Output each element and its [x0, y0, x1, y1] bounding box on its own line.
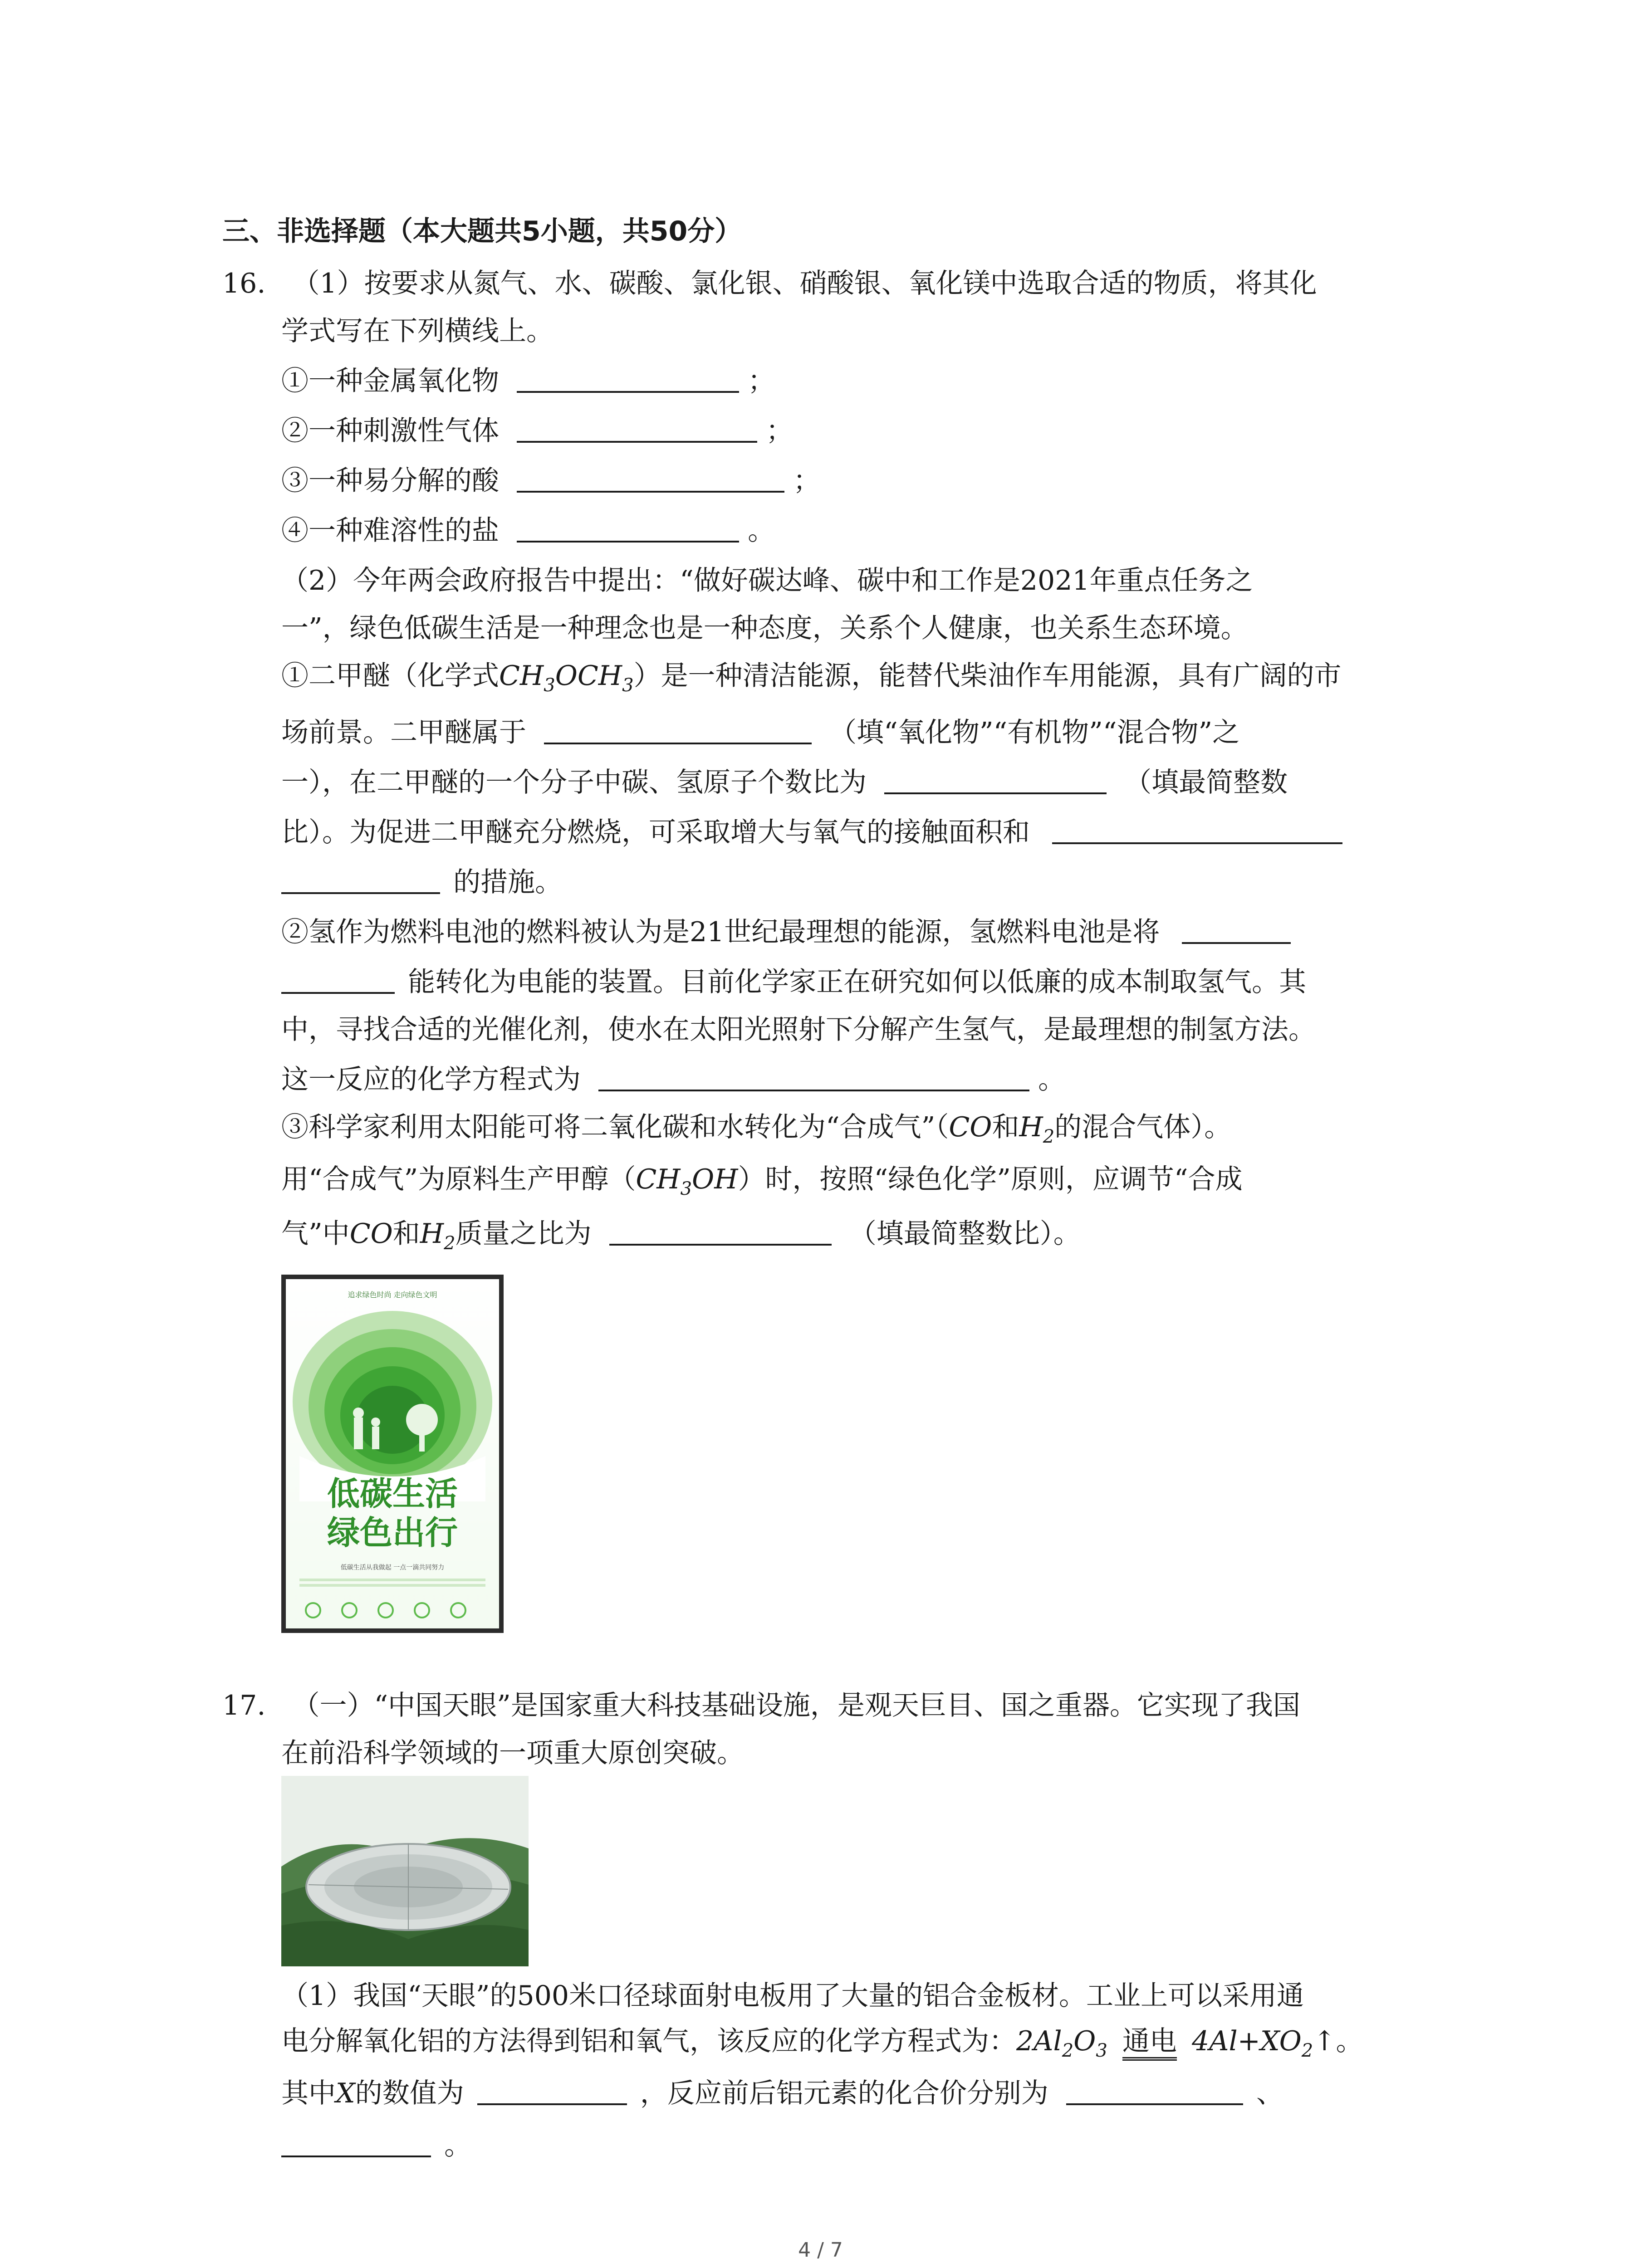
answer-blank[interactable] — [281, 2128, 431, 2157]
telescope-dish-illustration — [281, 1776, 529, 1966]
q17-p1-line-3: 其中X的数值为 ，反应前后铝元素的化合价分别为 、 — [281, 2075, 1283, 2112]
q16-number: 16. — [222, 268, 266, 299]
q16-s2-line-3: 中，寻找合适的光催化剂，使水在太阳光照射下分解产生氢气，是最理想的制氢方法。 — [281, 1014, 1316, 1046]
q16-s2-line-2: 能转化为电能的装置。目前化学家正在研究如何以低廉的成本制取氢气。其 — [281, 964, 1306, 1000]
q16-s3-line-1: ③科学家利用太阳能可将二氧化碳和水转化为“合成气”（CO和$H_2$的混合气体）。 — [281, 1111, 1232, 1147]
answer-blank[interactable] — [884, 765, 1107, 794]
equation-left: $2Al_2O_3$ — [1016, 2025, 1107, 2061]
q17-line-1: 17. （一）“中国天眼”是国家重大科技基础设施，是观天巨目、国之重器。它实现了我国 — [222, 1690, 1300, 1721]
answer-blank[interactable] — [281, 965, 395, 994]
q16-p2-line-1: （2）今年两会政府报告中提出：“做好碳达峰、碳中和工作是2021年重点任务之 — [281, 565, 1253, 596]
fast-telescope-photo — [281, 1776, 529, 1966]
poster-footer-icons — [286, 1592, 499, 1628]
q16-p2-line-2: 一”，绿色低碳生活是一种理念也是一种态度，关系个人健康，也关系生态环境。 — [281, 612, 1248, 644]
answer-blank[interactable] — [609, 1217, 832, 1246]
q17-p1-line-4: 。 — [281, 2127, 471, 2164]
answer-blank[interactable] — [517, 414, 757, 443]
green-paper-cut-illustration — [286, 1306, 499, 1501]
q17-p1-line-1: （1）我国“天眼”的500米口径球面射电板用了大量的铝合金板材。工业上可以采用通 — [281, 1980, 1304, 2012]
answer-blank[interactable] — [1066, 2076, 1243, 2105]
q16-s3-line-3: 气”中CO和$H_2$质量之比为 （填最简整数比）。 — [281, 1216, 1081, 1252]
q16-s1-line-4: 比）。为促进二甲醚充分燃烧，可采取增大与氧气的接触面积和 — [281, 814, 1342, 850]
formula: $CH_3OCH_3$ — [499, 660, 634, 696]
q16-s1-line-5: 的措施。 — [281, 864, 562, 900]
equation-right: $4Al+XO_2$ — [1191, 2025, 1313, 2061]
q17-line-2: 在前沿科学领域的一项重大原创突破。 — [281, 1737, 744, 1769]
answer-blank[interactable] — [517, 513, 739, 543]
q17-number: 17. — [222, 1690, 266, 1721]
q16-line-1 — [222, 265, 1317, 302]
reaction-condition: 通电 — [1122, 2025, 1177, 2061]
q16-line-2: 学式写在下列横线上。 — [281, 315, 554, 347]
low-carbon-poster-image: 追求绿色时尚 走向绿色文明 低碳生活 绿色出行 低碳生活从我做起 一点一滴共同努力 — [281, 1275, 504, 1633]
q16-s2-line-4: 这一反应的化学方程式为 。 — [281, 1061, 1065, 1098]
answer-blank[interactable] — [544, 715, 812, 744]
q16-s1-line-3: 一），在二甲醚的一个分子中碳、氢原子个数比为 （填最简整数 — [281, 764, 1288, 801]
answer-blank[interactable] — [598, 1062, 1029, 1091]
poster-title: 低碳生活 绿色出行 — [327, 1475, 458, 1552]
q16-s1-line-2: 场前景。二甲醚属于 （填“氧化物”“有机物”“混合物”之 — [281, 714, 1239, 751]
gas-arrow: ↑ — [1313, 2025, 1336, 2057]
q16-p1-text: （1）按要求从氮气、水、碳酸、氯化银、硝酸银、氧化镁中选取合适的物质，将其化 — [292, 268, 1317, 299]
answer-blank[interactable] — [517, 464, 784, 493]
q16-item-1: ①一种金属氧化物 ； — [281, 363, 775, 399]
answer-blank[interactable] — [1052, 815, 1342, 844]
q16-s3-line-2: 用“合成气”为原料生产甲醇$(CH_3OH)$时，按照“绿色化学”原则，应调节“合成 — [281, 1163, 1243, 1199]
page-number: 4 / 7 — [798, 2239, 843, 2262]
q16-item-3: ③一种易分解的酸 ； — [281, 463, 820, 499]
q17-p1-line-2: 电分解氧化铝的方法得到铝和氧气，该反应的化学方程式为：$2Al_2O_3$ 通电 $4Al+XO_2↑$。 — [281, 2025, 1363, 2061]
answer-blank[interactable] — [477, 2076, 627, 2105]
section-title: 三、非选择题（本大题共5小题，共50分） — [222, 215, 742, 247]
q16-item-2: ②一种刺激性气体 ； — [281, 413, 793, 449]
q16-s2-line-1: ②氢作为燃料电池的燃料被认为是21世纪最理想的能源，氢燃料电池是将 — [281, 914, 1291, 950]
q16-s1-line-1: ①二甲醚（化学式$CH_3OCH_3$）是一种清洁能源，能替代柴油作车用能源，具有广阔的市 — [281, 660, 1342, 696]
q16-item-4: ④一种难溶性的盐 。 — [281, 513, 775, 549]
answer-blank[interactable] — [517, 364, 739, 393]
answer-blank[interactable] — [281, 865, 440, 894]
answer-blank[interactable] — [1182, 915, 1291, 944]
